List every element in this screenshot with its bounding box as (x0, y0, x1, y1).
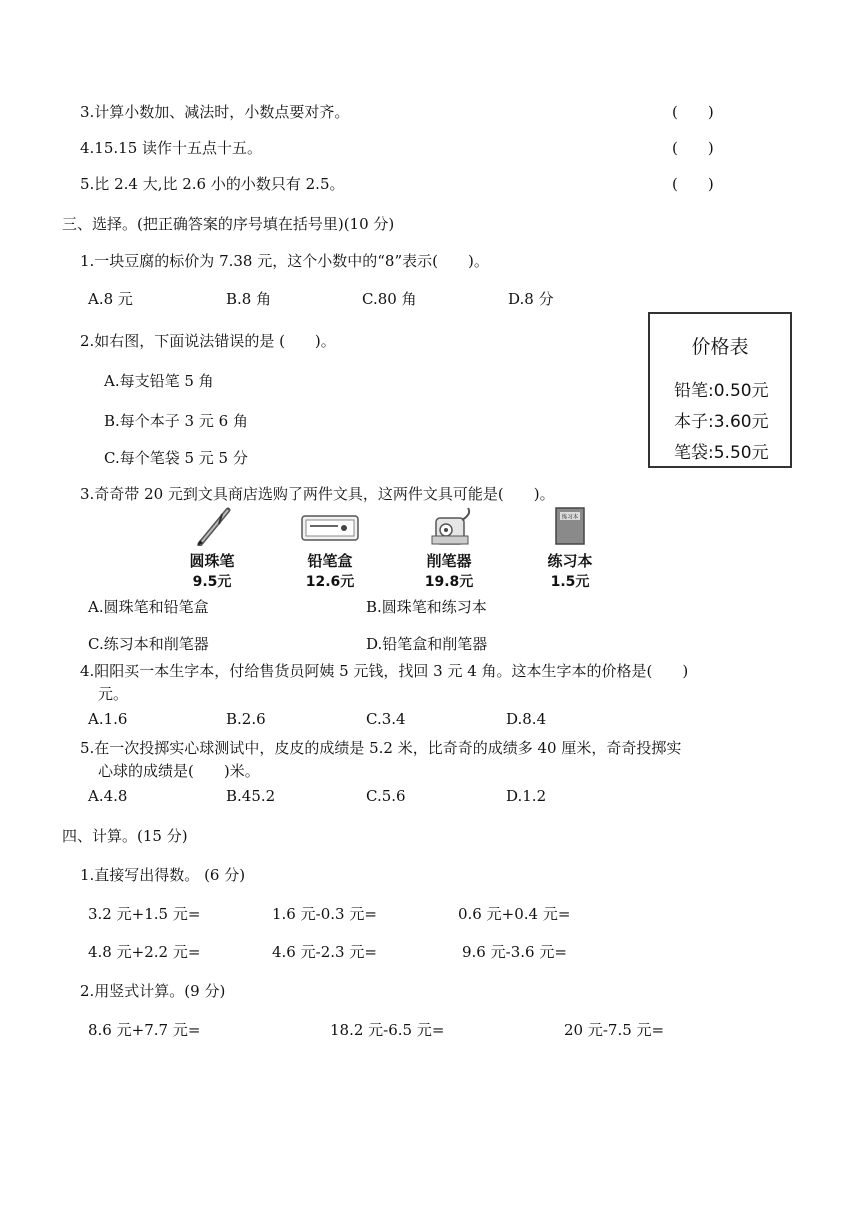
choice-q4-stem-cont: 元。 (98, 685, 129, 703)
choice-q4-option-b[interactable]: B.2.6 (226, 710, 266, 728)
notebook-icon (552, 506, 588, 546)
sharpener-icon (422, 506, 476, 546)
choice-q1-option-b[interactable]: B.8 角 (226, 290, 272, 308)
pencil-case-icon (298, 506, 362, 546)
tf-question-4: 4.15.15 读作十五点十五。 (80, 139, 263, 157)
vertical-calc-item: 8.6 元+7.7 元= (88, 1021, 201, 1039)
item-sharpener-price: 19.8元 (424, 574, 474, 590)
tf-question-5: 5.比 2.4 大,比 2.6 小的小数只有 2.5。 (80, 175, 345, 193)
choice-q1-option-c[interactable]: C.80 角 (362, 290, 417, 308)
choice-q3-stem: 3.奇奇带 20 元到文具商店选购了两件文具，这两件文具可能是( )。 (80, 485, 555, 503)
price-row-pencil-bag: 笔袋:5.50元 (674, 443, 769, 463)
choice-q2-option-b[interactable]: B.每个本子 3 元 6 角 (104, 412, 248, 430)
choice-q3-option-d[interactable]: D.铅笔盒和削笔器 (366, 635, 488, 653)
item-exercise-book (538, 506, 602, 591)
calc-item: 4.8 元+2.2 元= (88, 943, 201, 961)
choice-q3-option-b[interactable]: B.圆珠笔和练习本 (366, 598, 487, 616)
choice-q2-option-a[interactable]: A.每支铅笔 5 角 (104, 372, 214, 390)
item-exercise-book-price: 1.5元 (550, 574, 590, 590)
calc-item: 9.6 元-3.6 元= (462, 943, 567, 961)
price-row-pencil: 铅笔:0.50元 (674, 381, 769, 401)
choice-q4-option-c[interactable]: C.3.4 (366, 710, 406, 728)
item-pencil-case (296, 506, 364, 591)
pen-icon (188, 506, 236, 546)
notebook-cover-text: 练习本 (561, 514, 579, 521)
vertical-calc-item: 20 元-7.5 元= (564, 1021, 665, 1039)
choice-q1-option-d[interactable]: D.8 分 (508, 290, 554, 308)
choice-q1-stem: 1.一块豆腐的标价为 7.38 元，这个小数中的“8”表示( )。 (80, 252, 489, 270)
section-3-heading: 三、选择。(把正确答案的序号填在括号里)(10 分) (62, 215, 395, 233)
choice-q4-stem: 4.阳阳买一本生字本，付给售货员阿姨 5 元钱，找回 3 元 4 角。这本生字本的价格是( ) (80, 662, 689, 680)
price-table (648, 312, 792, 468)
tf-answer-blank-3[interactable]: ( ) (672, 103, 714, 121)
choice-q1-option-a[interactable]: A.8 元 (88, 290, 133, 308)
calc-item: 1.6 元-0.3 元= (272, 905, 377, 923)
choice-q5-stem-cont: 心球的成绩是( )米。 (98, 762, 260, 780)
tf-answer-blank-4[interactable]: ( ) (672, 139, 714, 157)
item-pencil-case-name: 铅笔盒 (307, 552, 353, 570)
price-table-title: 价格表 (691, 336, 749, 358)
choice-q3-option-a[interactable]: A.圆珠笔和铅笔盒 (88, 598, 209, 616)
item-ballpoint-pen-price: 9.5元 (192, 574, 232, 590)
choice-q4-option-a[interactable]: A.1.6 (88, 710, 128, 728)
choice-q5-option-a[interactable]: A.4.8 (88, 787, 128, 805)
choice-q5-option-c[interactable]: C.5.6 (366, 787, 406, 805)
calc-item: 3.2 元+1.5 元= (88, 905, 201, 923)
item-pencil-case-price: 12.6元 (305, 574, 355, 590)
choice-q2-stem: 2.如右图，下面说法错误的是 ( )。 (80, 332, 336, 350)
calc-item: 0.6 元+0.4 元= (458, 905, 571, 923)
item-sharpener-name: 削笔器 (426, 552, 472, 570)
item-ballpoint-pen (180, 506, 244, 591)
tf-question-3: 3.计算小数加、减法时，小数点要对齐。 (80, 103, 350, 121)
item-exercise-book-name: 练习本 (547, 552, 593, 570)
calc-item: 4.6 元-2.3 元= (272, 943, 377, 961)
section-4-heading: 四、计算。(15 分) (62, 827, 188, 845)
choice-q3-option-c[interactable]: C.练习本和削笔器 (88, 635, 209, 653)
choice-q4-option-d[interactable]: D.8.4 (506, 710, 547, 728)
choice-q2-option-c[interactable]: C.每个笔袋 5 元 5 分 (104, 449, 248, 467)
choice-q5-stem: 5.在一次投掷实心球测试中，皮皮的成绩是 5.2 米，比奇奇的成绩多 40 厘米，奇奇投掷实 (80, 739, 682, 757)
choice-q5-option-b[interactable]: B.45.2 (226, 787, 276, 805)
tf-answer-blank-5[interactable]: ( ) (672, 175, 714, 193)
item-ballpoint-pen-name: 圆珠笔 (189, 552, 235, 570)
vertical-calc-item: 18.2 元-6.5 元= (330, 1021, 445, 1039)
price-row-notebook: 本子:3.60元 (674, 412, 769, 432)
calc-q2-stem: 2.用竖式计算。(9 分) (80, 982, 226, 1000)
calc-q1-stem: 1.直接写出得数。 (6 分) (80, 866, 246, 884)
choice-q5-option-d[interactable]: D.1.2 (506, 787, 547, 805)
item-sharpener (416, 506, 482, 591)
